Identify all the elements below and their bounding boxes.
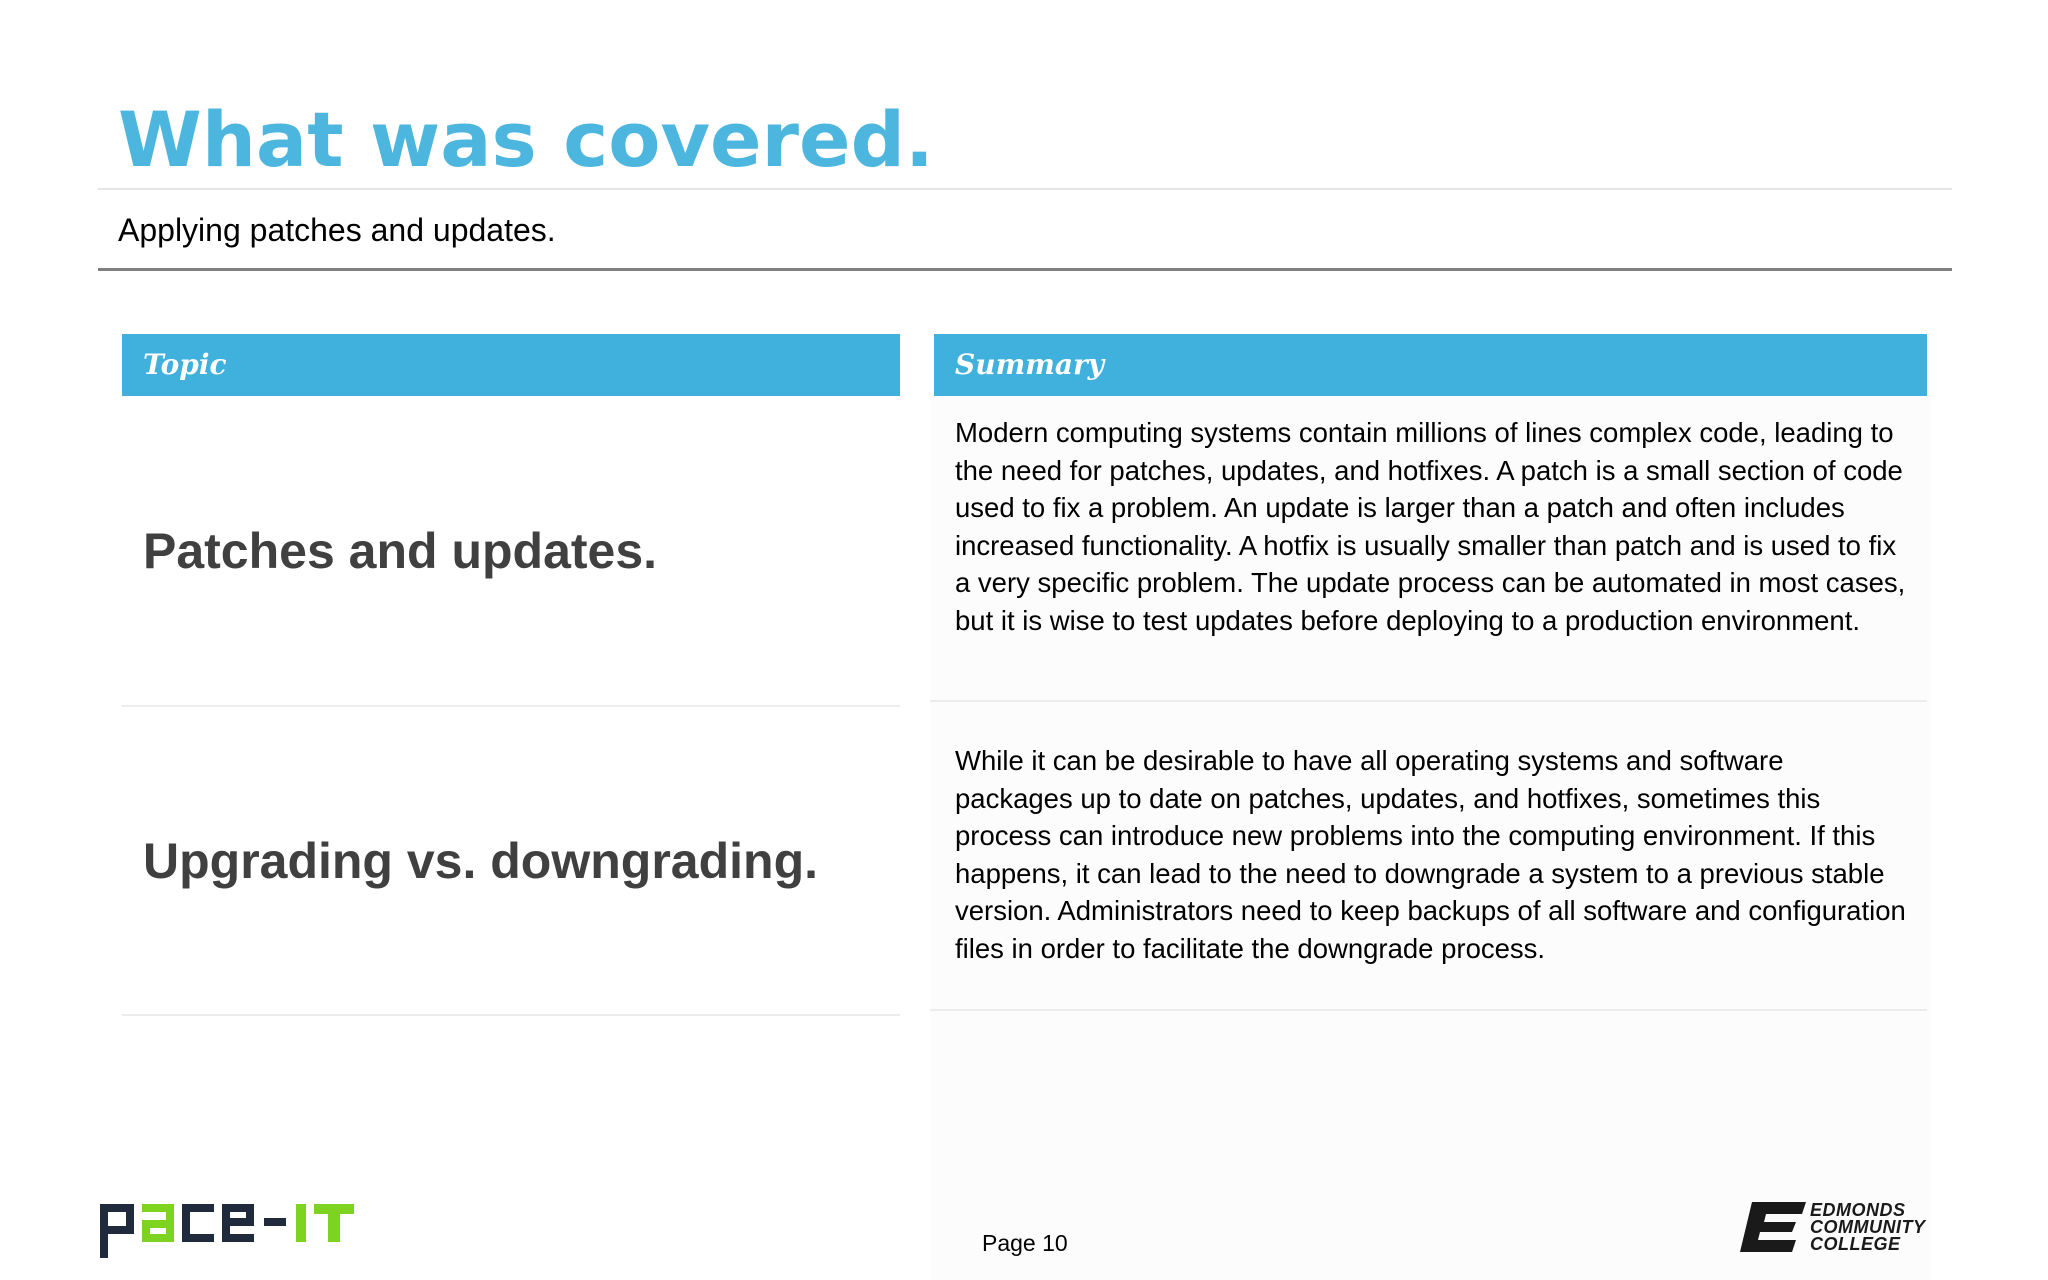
slide-subtitle: Applying patches and updates.	[118, 212, 556, 248]
page-number: Page 10	[982, 1230, 1068, 1256]
summary-column-header: Summary	[934, 334, 1927, 396]
topic-text: Upgrading vs. downgrading.	[143, 832, 818, 889]
table-row-summary: While it can be desirable to have all operating systems and software packages up to date on patches, updates, and hotfixes, sometimes this process can introduce new problems into the computing environment. If this happens, it can lead to the need to downgrade a system to a previous stable version. Administrators need to keep backups of all software and configuration files in order to facilitate the downgrade process.	[930, 702, 1927, 1011]
subtitle-divider	[98, 268, 1952, 271]
college-name: EDMONDS COMMUNITY COLLEGE	[1810, 1200, 1926, 1254]
table-row-topic	[122, 396, 900, 707]
pace-it-logo	[100, 1198, 390, 1258]
slide-title: What was covered.	[118, 92, 934, 188]
table-row-summary: Modern computing systems contain millions of lines complex code, leading to the need for patches, updates, and hotfixes. A patch is a small section of code used to fix a problem. An update is larger than a patch and often includes increased functionality. A hotfix is usually smaller than patch and is used to fix a very specific problem. The update process can be automated in most cases, but it is wise to test updates before deploying to a production environment.	[930, 396, 1927, 702]
table-row-topic	[122, 707, 900, 1016]
topic-text: Patches and updates.	[143, 522, 658, 579]
title-divider	[98, 188, 1952, 190]
topic-column-header: Topic	[122, 334, 900, 396]
edmonds-community-college-logo	[1740, 1200, 1950, 1258]
ecc-e-emblem-icon	[1740, 1200, 1808, 1254]
